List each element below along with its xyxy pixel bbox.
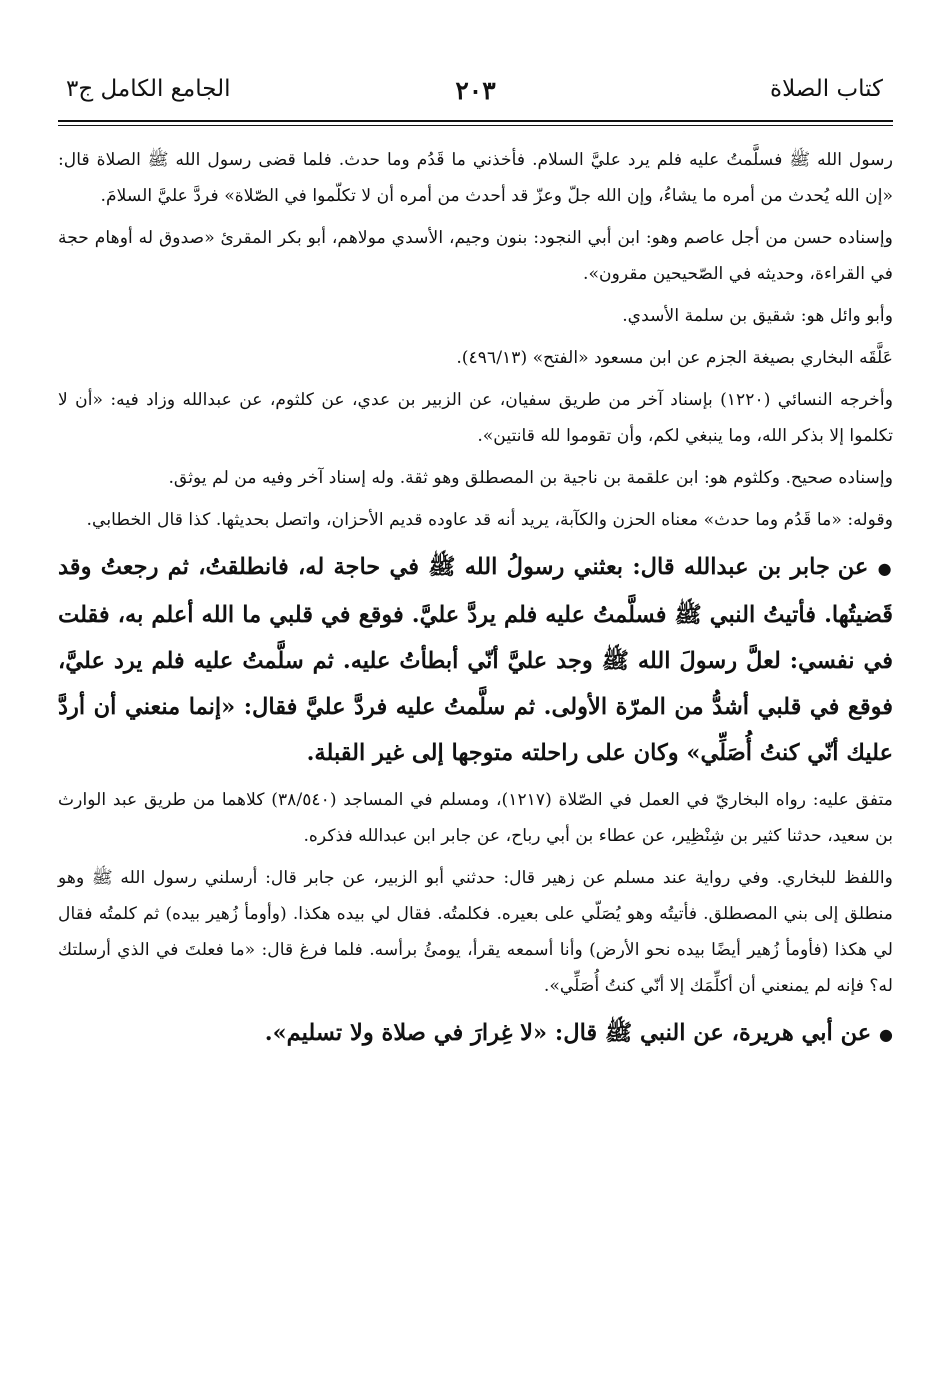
- paragraph-text: عَلَّقَه البخاري بصيغة الجزم عن ابن مسعود «الفتح» (٤٩٦/١٣).: [456, 348, 893, 368]
- commentary-paragraph: [58, 142, 893, 214]
- commentary-paragraph: [58, 782, 893, 854]
- commentary-paragraph: [58, 340, 893, 376]
- page-number: ٢٠٣: [455, 76, 496, 105]
- book-title: الجامع الكامل ج٣: [66, 76, 231, 102]
- hadith-paragraph: [58, 544, 893, 776]
- bullet-icon: ●: [877, 559, 893, 578]
- paragraph-text: وأبو وائل هو: شقيق بن سلمة الأسدي.: [622, 306, 893, 326]
- page-header: [58, 62, 893, 122]
- paragraph-text: رسول الله ﷺ فسلَّمتُ عليه فلم يرد عليَّ السلام. فأخذني ما قَدُم وما حدث. فلما قضى رسول الله ﷺ الصلاة قال: «إن الله يُحدث من أمره ما يشاءُ، وإن الله جلّ وعزّ قد أحدث من أمره أن لا تكلّموا في الصّلاة» فردَّ عليَّ السلامَ.: [58, 150, 893, 206]
- paragraph-text: عن أبي هريرة، عن النبي ﷺ قال: «لا غِرارَ في صلاة ولا تسليم».: [264, 1020, 872, 1046]
- paragraph-text: عن جابر بن عبدالله قال: بعثني رسولُ الله ﷺ في حاجة له، فانطلقتُ، ثم رجعتُ وقد قَضيتُها. فأتيتُ النبي ﷺ فسلَّمتُ عليه فلم يردَّ عليَّ. فوقع في قلبي ما الله أعلم به، فقلت في نفسي: لعلَّ رسولَ الله ﷺ وجد عليَّ أنّي أبطأتُ عليه. ثم سلَّمتُ عليه فلم يرد عليَّ، فوقع في قلبي أشدُّ من المرّة الأولى. ثم سلَّمتُ عليه فردَّ عليَّ فقال: «إنما منعني أن أردَّ عليك أنّي كنتُ أُصَلِّي» وكان على راحلته متوجها إلى غير القبلة.: [58, 554, 893, 766]
- paragraph-text: واللفظ للبخاري. وفي رواية عند مسلم عن زهير قال: حدثني أبو الزبير، عن جابر قال: أرسلني رسول الله ﷺ وهو منطلق إلى بني المصطلق. فأتيتُه وهو يُصَلّي على بعيره. فكلمتُه. فقال لي بيده هكذا. (وأومأ زُهير بيده) ثم كلمتُه فقال لي هكذا (فأومأ زُهير أيضًا بيده نحو الأرض) وأنا أسمعه يقرأ، يومئُ برأسه. فلما فرغ قال: «ما فعلتَ في الذي أرسلتك له؟ فإنه لم يمنعني أن أكلِّمَك إلا أنّي كنتُ أُصَلِّي».: [58, 868, 893, 996]
- commentary-paragraph: [58, 460, 893, 496]
- commentary-paragraph: [58, 502, 893, 538]
- hadith-paragraph: [58, 1010, 893, 1058]
- paragraph-text: وإسناده صحيح. وكلثوم هو: ابن علقمة بن ناجية بن المصطلق وهو ثقة. وله إسناد آخر وفيه من لم يوثق.: [168, 468, 893, 488]
- header-rule: [58, 125, 893, 126]
- commentary-paragraph: [58, 382, 893, 454]
- paragraph-text: وأخرجه النسائي (١٢٢٠) بإسناد آخر من طريق سفيان، عن الزبير بن عدي، عن كلثوم، عن عبدالله وزاد فيه: «أن لا تكلموا إلا بذكر الله، وما ينبغي لكم، وأن تقوموا لله قانتين».: [58, 390, 893, 446]
- commentary-paragraph: [58, 298, 893, 334]
- commentary-paragraph: [58, 860, 893, 1004]
- paragraph-text: متفق عليه: رواه البخاريّ في العمل في الصّلاة (١٢١٧)، ومسلم في المساجد (٣٨/٥٤٠) كلاهما من طريق عبد الوارث بن سعيد، حدثنا كثير بن شِنْظِير، عن عطاء بن أبي رباح، عن جابر ابن عبدالله فذكره.: [58, 790, 893, 846]
- paragraph-text: وقوله: «ما قَدُم وما حدث» معناه الحزن والكآبة، يريد أنه قد عاوده قديم الأحزان، واتصل بحديثها. كذا قال الخطابي.: [86, 510, 893, 530]
- paragraph-text: وإسناده حسن من أجل عاصم وهو: ابن أبي النجود: بنون وجيم، الأسدي مولاهم، أبو بكر المقرئ «صدوق له أوهام حجة في القراءة، وحديثه في الصّحيحين مقرون».: [58, 228, 893, 284]
- bullet-icon: ●: [879, 1025, 893, 1044]
- page-body: [58, 142, 893, 1058]
- commentary-paragraph: [58, 220, 893, 292]
- chapter-title: كتاب الصلاة: [770, 76, 883, 102]
